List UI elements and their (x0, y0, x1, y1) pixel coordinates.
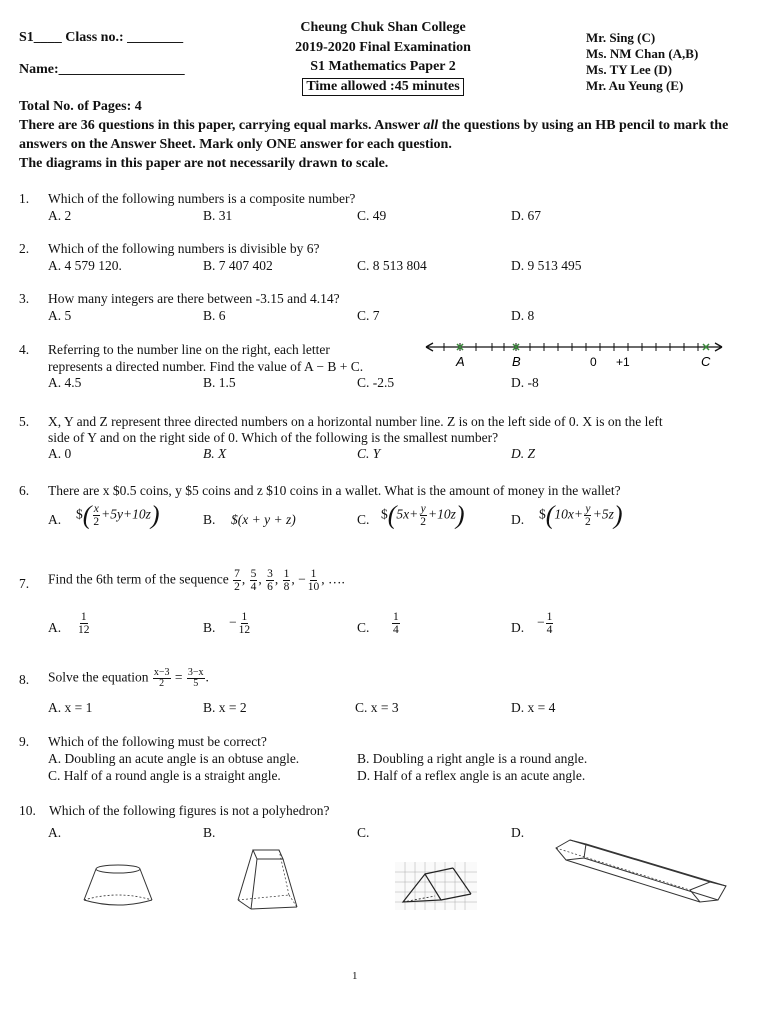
option-c[interactable]: C. Y (357, 446, 381, 461)
option-a[interactable]: A. 4 579 120. (48, 258, 122, 273)
time-allowed: Time allowed :45 minutes (302, 78, 463, 96)
option-c[interactable]: C. (357, 825, 370, 840)
instruction-main: There are 36 questions in this paper, carrying equal marks. Answer all the questions by using an HB pencil to mark the answers on the Answer Sheet. Mark only ONE answer for each question. (19, 118, 729, 152)
square-frustum-figure[interactable] (233, 845, 303, 915)
option-c-label[interactable]: C. (357, 620, 370, 635)
question-number: 4. (19, 342, 30, 357)
option-c[interactable]: C. 49 (357, 208, 387, 223)
question-text: Which of the following must be correct? (48, 734, 267, 749)
question-number: 2. (19, 241, 30, 256)
option-c-value[interactable]: $\frac{1}{4}$ (393, 611, 399, 636)
class-number-line: S1____ Class no.: ________ (19, 30, 184, 45)
option-a[interactable]: A. Doubling an acute angle is an obtuse angle. (48, 751, 300, 766)
option-c[interactable]: C. x = 3 (355, 700, 399, 715)
question-text: Find the 6th term of the sequence $\frac{7}{2}$ , $\frac{5}{4}$ , $\frac{3}{6}$ , $\frac{1}{8}$ , − $\frac{1}{10}$ , …. (48, 568, 345, 593)
option-d[interactable]: D. Z (511, 446, 536, 461)
option-c[interactable]: C. 7 (357, 308, 380, 323)
option-a[interactable]: A. (48, 825, 62, 840)
option-c-expression[interactable]: $(5x+ $\frac{y}{2}$ +10z) (381, 500, 465, 530)
option-a-label[interactable]: A. (48, 512, 62, 527)
option-c[interactable]: C. 8 513 804 (357, 258, 427, 273)
option-d[interactable]: D. 9 513 495 (511, 258, 582, 273)
option-d[interactable]: D. (511, 825, 525, 840)
option-d[interactable]: D. x = 4 (511, 700, 556, 715)
option-a[interactable]: A. 4.5 (48, 375, 82, 390)
frustum-figure[interactable] (78, 860, 158, 910)
option-a-value[interactable]: $\frac{1}{12}$ (78, 611, 90, 636)
pentagonal-prism-figure[interactable] (550, 838, 730, 908)
option-d-label[interactable]: D. (511, 620, 525, 635)
option-b[interactable]: B. Doubling a right angle is a round angle. (357, 751, 588, 766)
question-text-line-1: X, Y and Z represent three directed numbers on a horizontal number line. Z is on the left side of 0. X is on the left (48, 414, 663, 429)
page-number: 1 (352, 970, 358, 982)
question-text: There are x $0.5 coins, y $5 coins and z $10 coins in a wallet. What is the amount of money in the wallet? (48, 483, 621, 498)
option-b[interactable]: B. (203, 825, 216, 840)
teacher-list (586, 30, 698, 94)
triangular-prism-figure[interactable] (395, 862, 477, 910)
paper-name: S1 Mathematics Paper 2 (310, 59, 456, 74)
question-text: Which of the following figures is not a polyhedron? (49, 803, 330, 818)
option-b-value[interactable]: − $\frac{1}{12}$ (229, 611, 251, 636)
question-number: 5. (19, 414, 30, 429)
option-c[interactable]: C. -2.5 (357, 375, 395, 390)
option-b-label[interactable]: B. (203, 512, 216, 527)
school-name: Cheung Chuk Shan College (300, 20, 466, 35)
question-number: 10. (19, 803, 36, 818)
option-a-expression[interactable]: $( $\frac{x}{2}$ +5y+10z) (76, 500, 160, 530)
point-label-c: C (701, 354, 711, 369)
question-number: 9. (19, 734, 30, 749)
name-line: Name:__________________ (19, 62, 185, 77)
teacher-4: Mr. Au Yeung (E) (586, 78, 684, 93)
option-d[interactable]: D. Half of a reflex angle is an acute angle. (357, 768, 586, 783)
question-number: 3. (19, 291, 30, 306)
option-d-value[interactable]: − $\frac{1}{4}$ (537, 611, 553, 636)
point-label-plus-one: +1 (616, 355, 630, 369)
question-text-line-2: represents a directed number. Find the value of A − B + C. (48, 359, 364, 374)
option-a[interactable]: A. 5 (48, 308, 72, 323)
question-text: Solve the equation $\frac{x-3}{2}$ = $\frac{3-x}{5}$ . (48, 667, 209, 689)
option-a[interactable]: A. 2 (48, 208, 72, 223)
option-d-expression[interactable]: $(10x+ $\frac{y}{2}$ +5z) (539, 500, 623, 530)
question-number: 6. (19, 483, 30, 498)
question-number: 8. (19, 672, 30, 687)
point-label-a: A (456, 354, 465, 369)
question-text: How many integers are there between -3.15 and 4.14? (48, 291, 340, 306)
option-d[interactable]: D. 8 (511, 308, 535, 323)
question-text-line-1: Referring to the number line on the right, each letter (48, 342, 330, 357)
exam-name: 2019-2020 Final Examination (295, 39, 471, 55)
question-number: 1. (19, 191, 30, 206)
option-d-label[interactable]: D. (511, 512, 525, 527)
exam-title-block (250, 18, 516, 96)
option-a-label[interactable]: A. (48, 620, 62, 635)
option-b[interactable]: B. 7 407 402 (203, 258, 273, 273)
instructions (19, 97, 759, 173)
point-label-b: B (512, 354, 521, 369)
question-text-line-2: side of Y and on the right side of 0. Which of the following is the smallest number? (48, 430, 499, 445)
question-text: Which of the following numbers is divisible by 6? (48, 241, 320, 256)
option-b[interactable]: B. 1.5 (203, 375, 236, 390)
teacher-3: Ms. TY Lee (D) (586, 62, 672, 77)
option-b-label[interactable]: B. (203, 620, 216, 635)
option-b[interactable]: B. 6 (203, 308, 226, 323)
instruction-diagrams: The diagrams in this paper are not necessarily drawn to scale. (19, 156, 389, 171)
option-b[interactable]: B. 31 (203, 208, 233, 223)
option-c-label[interactable]: C. (357, 512, 370, 527)
question-number: 7. (19, 576, 30, 591)
option-d[interactable]: D. 67 (511, 208, 541, 223)
option-b-expression[interactable]: $(x + y + z) (231, 512, 296, 527)
teacher-2: Ms. NM Chan (A,B) (586, 46, 699, 61)
total-pages: Total No. of Pages: 4 (19, 99, 142, 114)
option-a[interactable]: A. 0 (48, 446, 72, 461)
option-a[interactable]: A. x = 1 (48, 700, 93, 715)
option-c[interactable]: C. Half of a round angle is a straight angle. (48, 768, 281, 783)
question-text: Which of the following numbers is a composite number? (48, 191, 356, 206)
point-label-zero: 0 (590, 355, 597, 369)
teacher-1: Mr. Sing (C) (586, 30, 656, 45)
option-b[interactable]: B. X (203, 446, 227, 461)
number-line-diagram (420, 340, 730, 374)
option-d[interactable]: D. -8 (511, 375, 539, 390)
option-b[interactable]: B. x = 2 (203, 700, 247, 715)
